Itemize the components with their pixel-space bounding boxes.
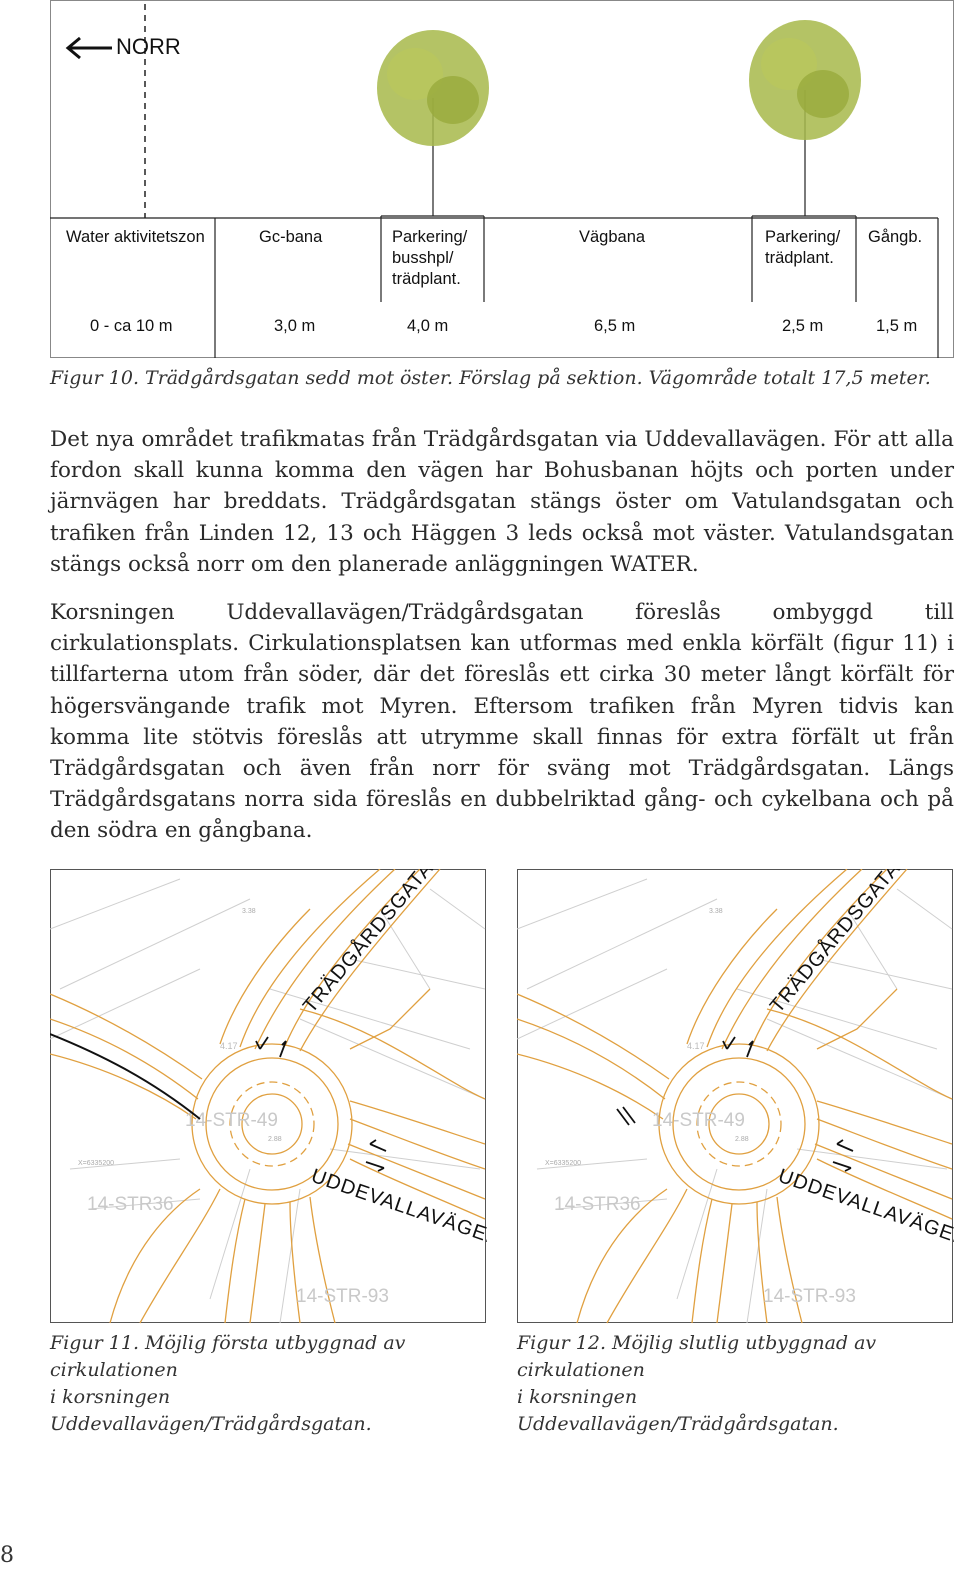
paragraph: Korsningen Uddevallavägen/Trädgårdsgatan föreslås ombyggd till cirkulationsplats. Cirkulationsplatsen kan utformas med enkla körfält (figur 11) i tillfarterna utom från söder, där det föreslås ett cirka 30 meter långt körfält för högersvängande trafik mot Myren. Eftersom trafiken från Myren tidvis kan komma lite stötvis föreslås att utrymme skall finnas för extra förfält ut från Trädgårdsgatan och även från norr för sväng mot Trädgårdsgatan. Längs Trädgårdsgatans norra sida föreslås en dubbelriktad gång- och cykelbana och på den södra en gångbana. (50, 600, 954, 844)
width-water: 0 - ca 10 m (90, 317, 173, 335)
zone-gc-bana: Gc-bana (259, 228, 323, 246)
width-gc-bana: 3,0 m (274, 317, 316, 335)
zone-vagbana: Vägbana (579, 228, 646, 246)
tree-icon (749, 20, 861, 216)
tree-icon (377, 30, 489, 216)
zone-parkering-buss: Parkering/ busshpl/ trädplant. (392, 228, 468, 288)
width-parkering-buss: 4,0 m (407, 317, 449, 335)
width-parkering-trad: 2,5 m (782, 317, 824, 335)
zone-parkering-trad: Parkering/ trädplant. (765, 228, 841, 267)
figure-10-caption: Figur 10. Trädgårdsgatan sedd mot öster. Förslag på sektion. Vägområde totalt 17,5 meter. (50, 367, 931, 389)
zone-gangbana: Gångb. (868, 228, 923, 246)
zone-water: Water aktivitetszon (66, 228, 205, 246)
section-figure (50, 0, 954, 360)
body-text (50, 424, 954, 864)
north-label: NORR (116, 34, 181, 59)
page-number: 8 (0, 1543, 14, 1568)
figure-11-caption: Figur 11. Möjlig första utbyggnad av cirkulationen i korsningen Uddevallavägen/Trädgårdsgatan. (50, 1332, 406, 1435)
map-figure-11 (50, 869, 487, 1324)
figure-12-caption: Figur 12. Möjlig slutlig utbyggnad av cirkulationen i korsningen Uddevallavägen/Trädgårdsgatan. (517, 1332, 877, 1435)
width-gangbana: 1,5 m (876, 317, 918, 335)
section-drawing (50, 0, 954, 360)
width-vagbana: 6,5 m (594, 317, 636, 335)
paragraph: Det nya området trafikmatas från Trädgårdsgatan via Uddevallavägen. För att alla fordon skall kunna komma den vägen har Bohusbanan höjts och porten under järnvägen har breddats. Trädgårdsgatan stängs öster om Vatulandsgatan och trafiken från Linden 12, 13 och Häggen 3 leds också mot väster. Vatulandsgatan stängs också norr om den planerade anläggningen WATER. (50, 427, 954, 577)
map-figure-12 (517, 869, 954, 1324)
